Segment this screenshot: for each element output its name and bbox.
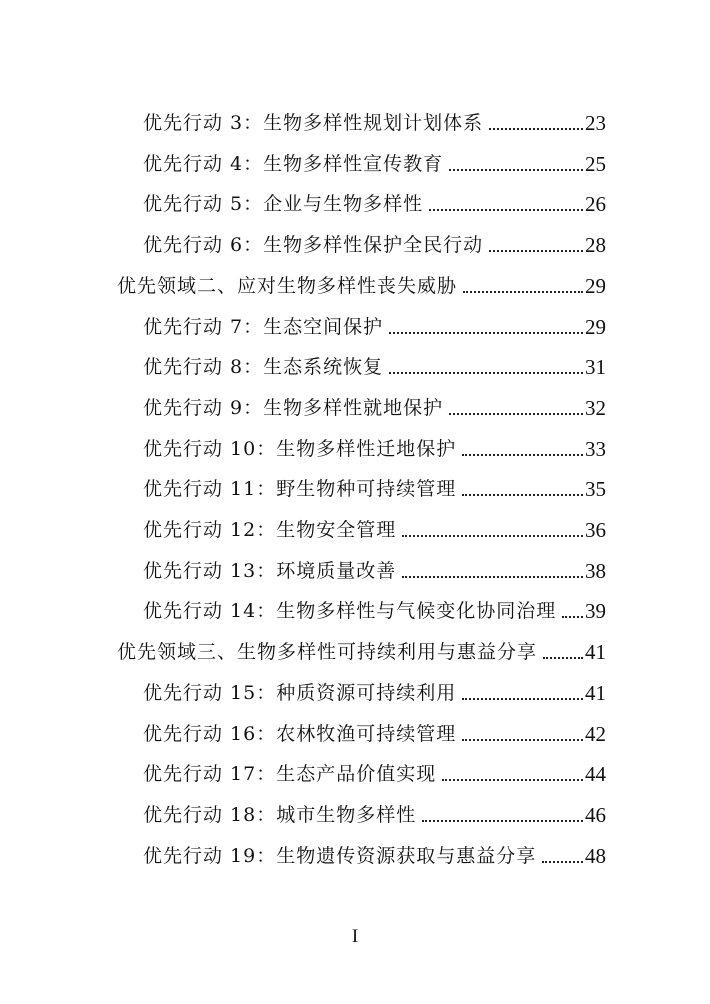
toc-dot-leader [402,556,583,586]
toc-entry[interactable] [143,800,606,830]
toc-entry-page: 23 [585,111,606,135]
toc-entry-title: 优先领域二、应对生物多样性丧失威胁 [117,274,458,297]
toc-section-entry[interactable] [117,637,606,667]
toc-entry-title: 优先行动 12：生物安全管理 [143,519,397,541]
toc-entry-page: 25 [585,151,606,176]
toc-entry-title: 优先行动 9：生物多样性就地保护 [143,396,444,419]
toc-entry-title: 优先行动 19：生物遗传资源获取与惠益分享 [143,844,537,867]
toc-entry-page: 29 [585,273,606,298]
toc-entry[interactable] [143,149,606,179]
toc-entry-page: 26 [585,192,606,217]
toc-entry-page: 38 [585,558,606,583]
toc-entry-title: 优先行动 16：农林牧渔可持续管理 [143,722,457,745]
toc-entry-title: 优先行动 6：生物多样性保护全民行动 [143,234,484,257]
toc-entry-page: 41 [585,680,606,705]
toc-entry[interactable] [143,841,606,871]
toc-entry-title: 优先领域三、生物多样性可持续利用与惠益分享 [117,641,538,664]
toc-entry-page: 29 [585,314,606,339]
toc-entry-title: 优先行动 10：生物多样性迁地保护 [143,437,457,460]
toc-entry-page: 31 [585,355,606,380]
toc-dot-leader [562,596,583,626]
toc-dot-leader [422,800,583,830]
toc-entry[interactable] [143,719,606,749]
toc-entry[interactable] [143,352,606,382]
toc-dot-leader [402,515,583,545]
toc-entry[interactable] [143,108,606,138]
toc-entry-page: 39 [585,599,606,624]
toc-dot-leader [462,474,583,504]
toc-section-entry[interactable] [117,271,606,301]
page-number: I [351,926,359,947]
toc-entry-title: 优先行动 13：环境质量改善 [143,559,397,582]
toc-entry[interactable] [143,515,606,545]
toc-entry-title: 优先行动 3：生物多样性规划计划体系 [143,112,484,134]
toc-entry-page: 48 [585,843,606,868]
toc-entry[interactable] [143,189,606,219]
toc-dot-leader [462,678,583,708]
toc-entry-title: 优先行动 18：城市生物多样性 [143,803,417,826]
toc-entry-page: 32 [585,395,606,420]
toc-entry[interactable] [143,474,606,504]
toc-dot-leader [489,230,583,260]
toc-dot-leader [429,189,583,219]
toc-dot-leader [543,637,583,667]
toc-dot-leader [463,271,583,301]
toc-entry[interactable] [143,556,606,586]
toc-dot-leader [389,312,583,342]
toc-entry-page: 35 [585,477,606,502]
toc-entry-title: 优先行动 11：野生物种可持续管理 [143,478,457,501]
toc-entry[interactable] [143,393,606,423]
toc-dot-leader [489,108,583,138]
toc-entry-title: 优先行动 5：企业与生物多样性 [143,193,424,216]
toc-entry-title: 优先行动 17：生态产品价值实现 [143,763,437,786]
toc-entry[interactable] [143,312,606,342]
toc-entry[interactable] [143,678,606,708]
toc-entry-page: 41 [585,640,606,665]
toc-entry[interactable] [143,434,606,464]
toc-entry-page: 42 [585,721,606,746]
toc-entry-page: 36 [585,518,606,542]
toc-dot-leader [449,149,583,179]
toc-dot-leader [449,393,583,423]
toc-dot-leader [442,759,583,789]
toc-entry-title: 优先行动 14：生物多样性与气候变化协同治理 [143,600,557,623]
toc-dot-leader [462,434,583,464]
toc-entry-page: 44 [585,762,606,787]
toc-entry[interactable] [143,759,606,789]
toc-entry-page: 28 [585,233,606,258]
toc-entry-title: 优先行动 7：生态空间保护 [143,315,384,338]
toc-entry-title: 优先行动 4：生物多样性宣传教育 [143,152,444,175]
toc-entry-title: 优先行动 8：生态系统恢复 [143,356,384,379]
toc-dot-leader [542,841,583,871]
toc-dot-leader [389,352,583,382]
toc-entry[interactable] [143,230,606,260]
toc-entry-page: 46 [585,802,606,827]
toc-dot-leader [462,719,583,749]
toc-entry-title: 优先行动 15：种质资源可持续利用 [143,681,457,704]
toc-entry-page: 33 [585,436,606,461]
toc-entry[interactable] [143,596,606,626]
